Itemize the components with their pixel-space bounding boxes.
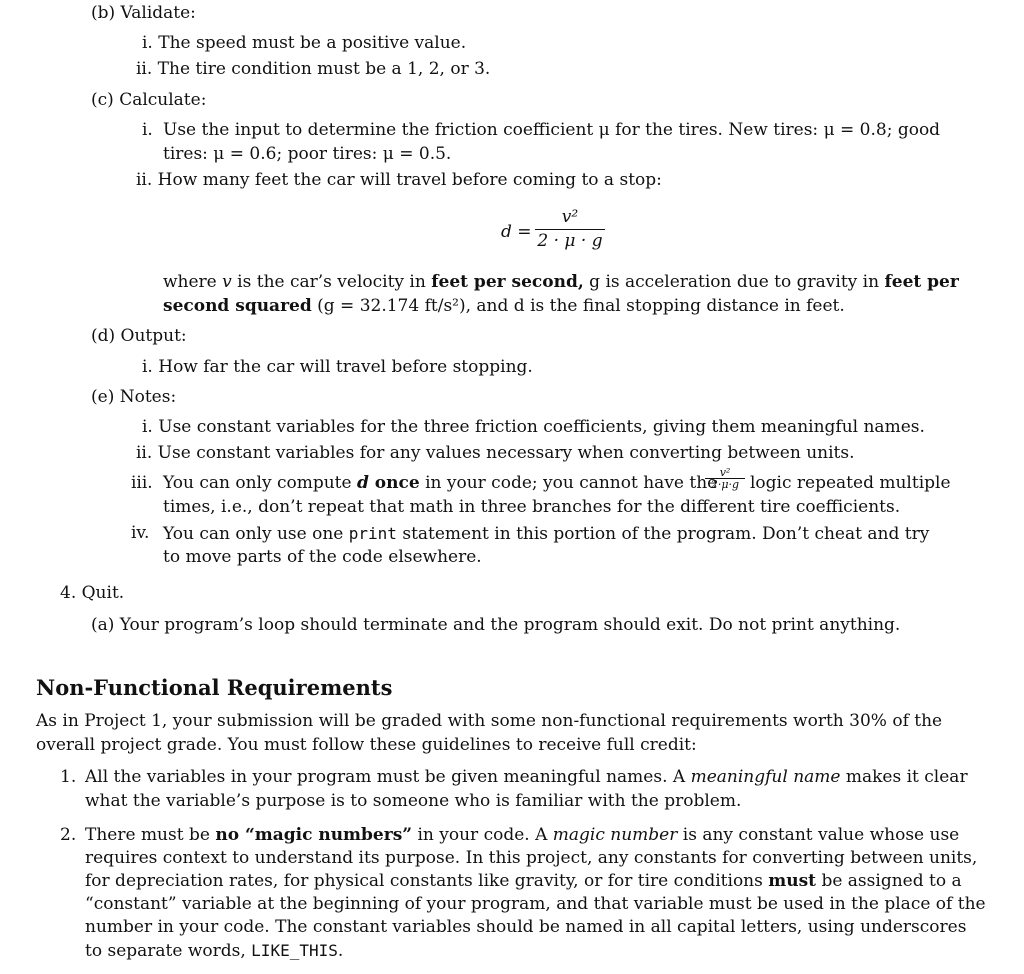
notes-item-iii-line1: You can only compute d once in your code; you cannot have the xyxy=(163,473,718,493)
stopping-distance-formula xyxy=(535,206,605,253)
nfr-item-2-line1: There must be no “magic numbers” in your code. A magic number is any constant value whose use xyxy=(85,825,960,845)
notes-item-iv-num: iv. xyxy=(131,523,150,543)
where-line-1: where v is the car’s velocity in feet per second, g is acceleration due to gravity in feet per xyxy=(163,272,959,292)
notes-item-iii-line2: times, i.e., don’t repeat that math in three branches for the different tire coefficients. xyxy=(163,497,901,517)
calc-item-ii: ii. How many feet the car will travel before coming to a stop: xyxy=(136,170,662,190)
notes-item-iii-tail: logic repeated multiple xyxy=(750,473,951,493)
nfr-item-1-line2: what the variable’s purpose is to someone who is familiar with the problem. xyxy=(85,791,742,811)
inline-fraction: $\frac{\text{v²}}{2\cdot\mu\cdot g}$ xyxy=(705,467,745,490)
section-d-label: (d) Output: xyxy=(91,326,187,346)
nfr-item-1-line1: All the variables in your program must be given meaningful names. A meaningful name makes it clear xyxy=(85,767,968,787)
notes-item-ii: ii. Use constant variables for any values necessary when converting between units. xyxy=(136,443,855,463)
nfr-item-2-num: 2. xyxy=(60,825,77,845)
nfr-item-2-line4: “constant” variable at the beginning of your program, and that variable must be used in the place of the xyxy=(85,894,986,914)
quit-item-a: (a) Your program’s loop should terminate and the program should exit. Do not print anything. xyxy=(91,615,901,635)
notes-item-iii-num: iii. xyxy=(131,473,153,493)
formula-lhs: d = xyxy=(501,222,532,242)
nfr-item-2-line5: number in your code. The constant variables should be named in all capital letters, using underscores xyxy=(85,917,967,937)
section-b-label: (b) Validate: xyxy=(91,3,196,23)
notes-item-iv-line1: You can only use one print statement in this portion of the program. Don’t cheat and try xyxy=(163,524,930,544)
validate-item-ii: ii. The tire condition must be a 1, 2, or 3. xyxy=(136,59,491,79)
nfr-intro-line1: As in Project 1, your submission will be graded with some non-functional requirements worth 30% of the xyxy=(36,711,943,731)
nfr-item-2-line2: requires context to understand its purpose. In this project, any constants for converting between units, xyxy=(85,848,978,868)
formula-denominator: 2 · μ · g xyxy=(535,229,605,253)
nfr-heading: Non-Functional Requirements xyxy=(36,675,393,700)
notes-item-iv-line2: to move parts of the code elsewhere. xyxy=(163,547,482,567)
notes-item-i: i. Use constant variables for the three friction coefficients, giving them meaningful names. xyxy=(142,417,925,437)
nfr-item-2-line3: for depreciation rates, for physical constants like gravity, or for tire conditions must be assigned to a xyxy=(85,871,962,891)
validate-item-i: i. The speed must be a positive value. xyxy=(142,33,467,53)
formula-numerator: v² xyxy=(561,207,579,227)
nfr-intro-line2: overall project grade. You must follow these guidelines to receive full credit: xyxy=(36,735,697,755)
output-item-i: i. How far the car will travel before stopping. xyxy=(142,357,533,377)
nfr-item-1-num: 1. xyxy=(60,767,77,787)
step-4-quit: 4. Quit. xyxy=(60,583,125,603)
section-e-label: (e) Notes: xyxy=(91,387,177,407)
section-c-label: (c) Calculate: xyxy=(91,90,207,110)
calc-item-i-line1: Use the input to determine the friction coefficient μ for the tires. New tires: μ = 0.8; good xyxy=(163,120,941,140)
nfr-item-2-line6: to separate words, LIKE_THIS. xyxy=(85,941,344,961)
calc-item-i-num: i. xyxy=(142,120,153,140)
calc-item-i-line2: tires: μ = 0.6; poor tires: μ = 0.5. xyxy=(163,144,452,164)
where-line-2: second squared (g = 32.174 ft/s²), and d is the final stopping distance in feet. xyxy=(163,296,845,316)
